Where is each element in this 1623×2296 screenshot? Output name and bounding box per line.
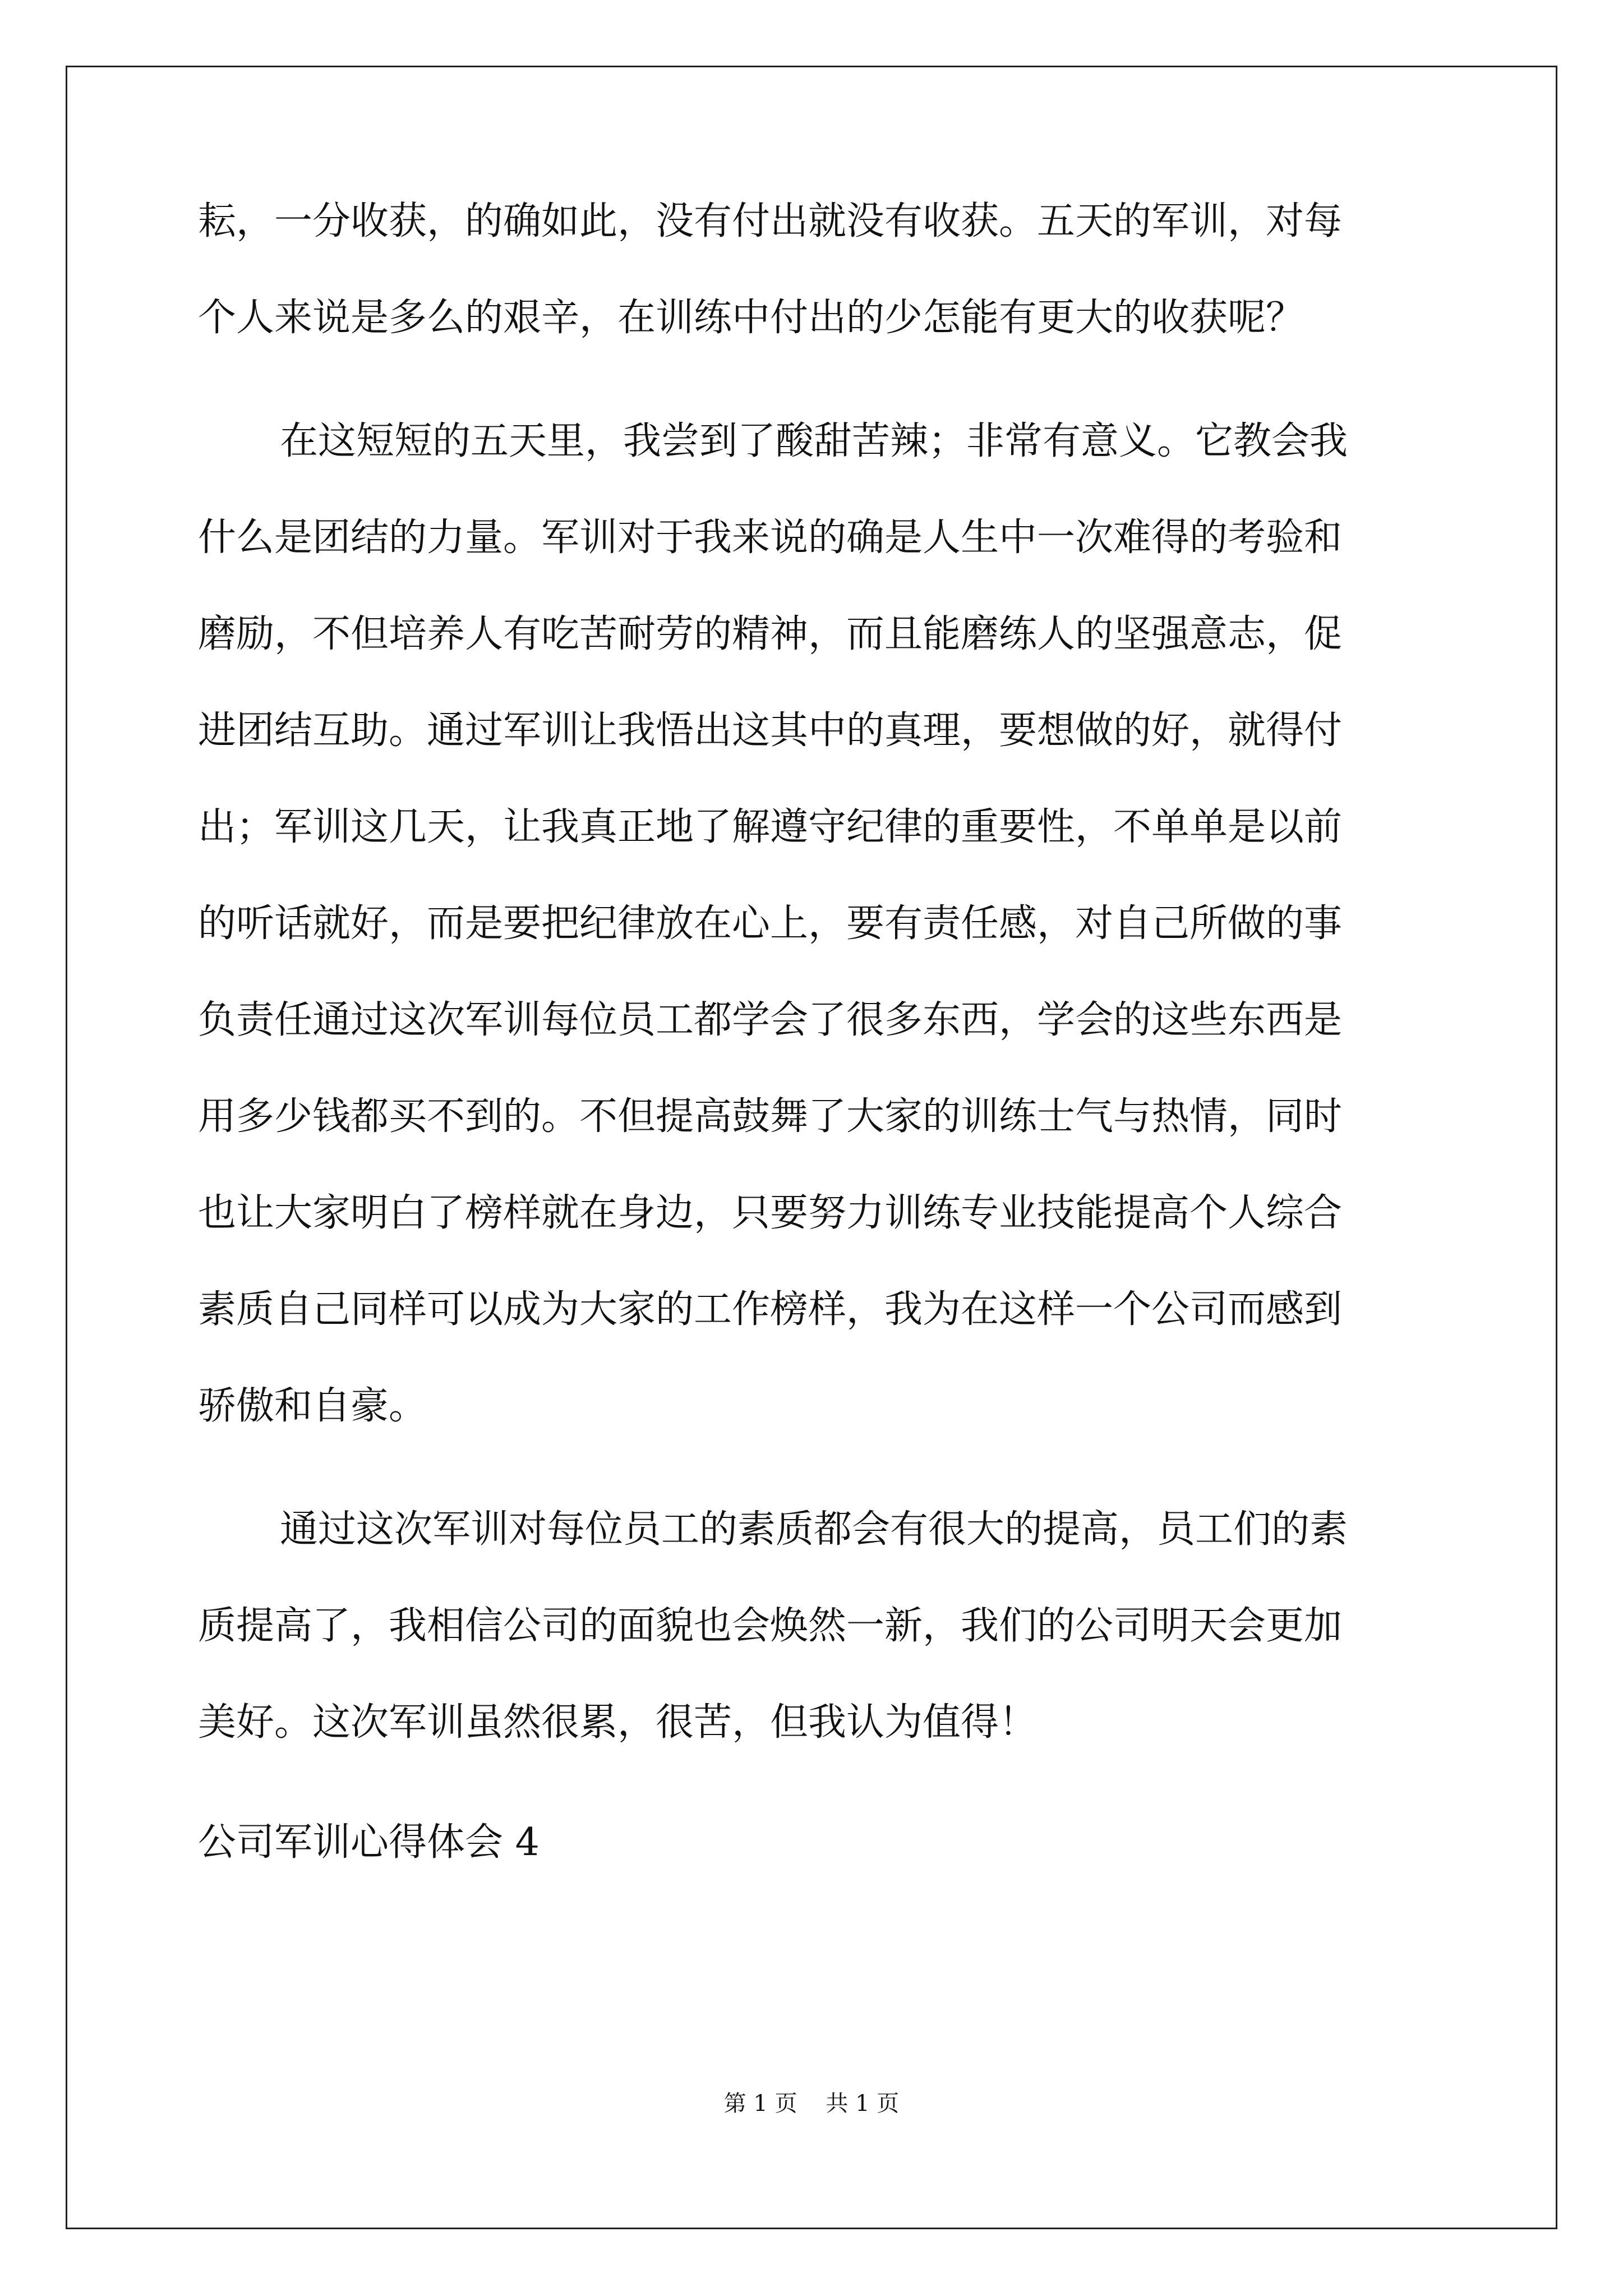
paragraph-line: 也让大家明白了榜样就在身边，只要努力训练专业技能提高个人综合 xyxy=(198,1191,1343,1235)
paragraph-line: 出；军训这几天，让我真正地了解遵守纪律的重要性，不单单是以前 xyxy=(198,805,1343,849)
paragraph-line: 磨励，不但培养人有吃苦耐劳的精神，而且能磨练人的坚强意志，促 xyxy=(198,612,1343,656)
page-number-footer: 第 1 页 共 1 页 xyxy=(723,2091,900,2116)
section-heading: 公司军训心得体会 4 xyxy=(198,1820,540,1865)
paragraph-line: 素质自己同样可以成为大家的工作榜样，我为在这样一个公司而感到 xyxy=(198,1287,1343,1332)
page-border xyxy=(66,66,1557,2229)
paragraph-line: 进团结互助。通过军训让我悟出这其中的真理，要想做的好，就得付 xyxy=(198,708,1343,753)
paragraph-line: 通过这次军训对每位员工的素质都会有很大的提高，员工们的素 xyxy=(280,1507,1348,1552)
paragraph-line: 骄傲和自豪。 xyxy=(198,1384,427,1428)
paragraph-line: 什么是团结的力量。军训对于我来说的确是人生中一次难得的考验和 xyxy=(198,516,1343,560)
paragraph-line: 质提高了，我相信公司的面貌也会焕然一新，我们的公司明天会更加 xyxy=(198,1604,1343,1648)
paragraph-line: 在这短短的五天里，我尝到了酸甜苦辣；非常有意义。它教会我 xyxy=(280,419,1348,463)
paragraph-line: 耘，一分收获，的确如此，没有付出就没有收获。五天的军训，对每 xyxy=(198,199,1343,243)
paragraph-line: 的听话就好，而是要把纪律放在心上，要有责任感，对自己所做的事 xyxy=(198,901,1343,946)
paragraph-line: 美好。这次军训虽然很累，很苦，但我认为值得！ xyxy=(198,1700,1038,1745)
paragraph-line: 用多少钱都买不到的。不但提高鼓舞了大家的训练士气与热情，同时 xyxy=(198,1094,1343,1139)
paragraph-line: 负责任通过这次军训每位员工都学会了很多东西，学会的这些东西是 xyxy=(198,998,1343,1042)
paragraph-line: 个人来说是多么的艰辛，在训练中付出的少怎能有更大的收获呢？ xyxy=(198,296,1304,340)
